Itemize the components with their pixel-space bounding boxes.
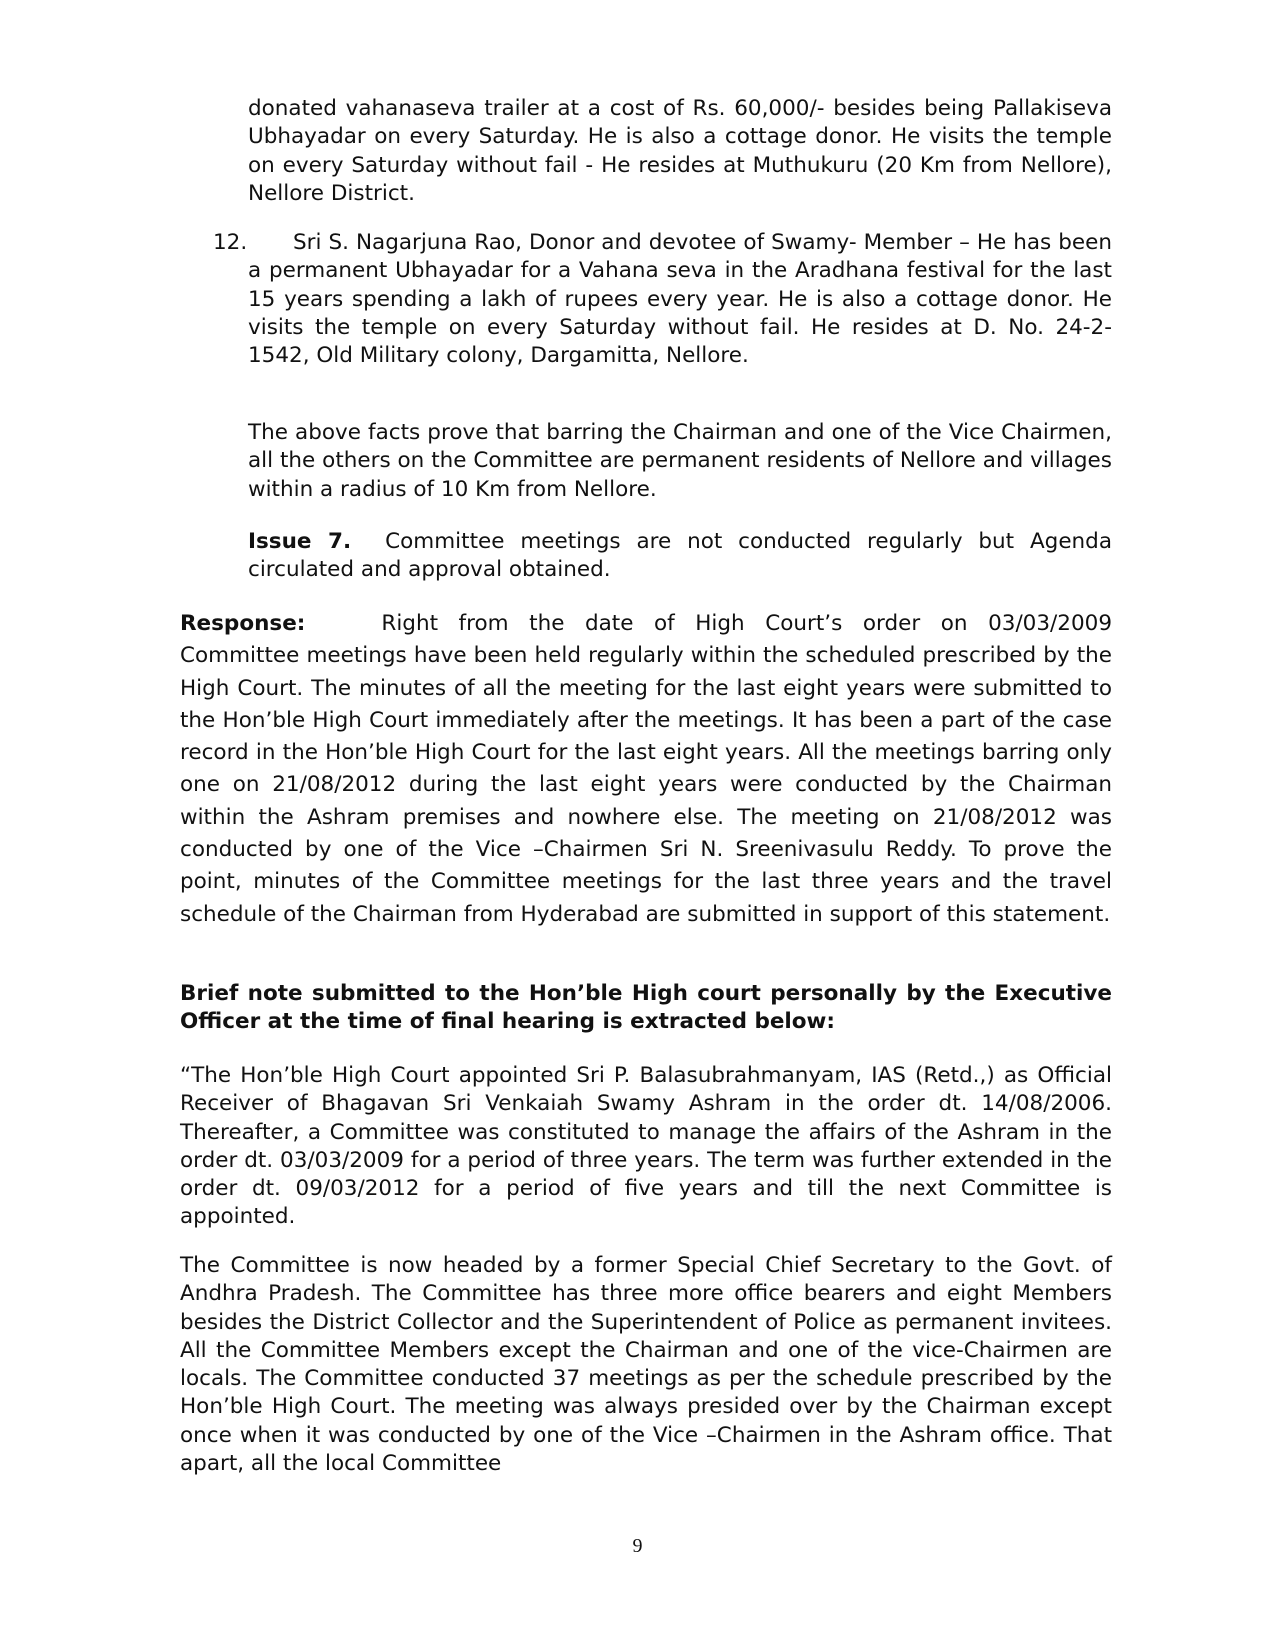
page-number: 9 xyxy=(632,1535,643,1557)
response-text: Right from the date of High Court’s order on 03/03/2009 Committee meetings have been held regularly within the scheduled prescribed by the High Court. The minutes of all the meeting for the last eight years were submitted to the Hon’ble High Court immediately after the meetings. It has been a part of the case record in the Hon’ble High Court for the last eight years. All the meetings barring only one on 21/08/2012 during the last eight years were conducted by the Chairman within the Ashram premises and nowhere else. The meeting on 21/08/2012 was conducted by one of the Vice –Chairmen Sri N. Sreenivasulu Reddy. To prove the point, minutes of the Committee meetings for the last three years and the travel schedule of the Chairman from Hyderabad are submitted in support of this statement. xyxy=(180,611,1112,927)
issue-7-label: Issue 7. xyxy=(248,529,352,554)
facts-paragraph: The above facts prove that barring the Chairman and one of the Vice Chairmen, all the others on the Committee are permanent residents of Nellore and villages within a radius of 10 Km from Nellore. xyxy=(248,420,1112,502)
issue-7-text: Committee meetings are not conducted regularly but Agenda circulated and approval obtained. xyxy=(248,529,1112,583)
item-number-12: 12. xyxy=(213,230,248,255)
response-paragraph xyxy=(180,608,1112,931)
quote-paragraph-1: “The Hon’ble High Court appointed Sri P. Balasubrahmanyam, IAS (Retd.,) as Official Receiver of Bhagavan Sri Venkaiah Swamy Ashram in the order dt. 14/08/2006. Thereafter, a Committee was constituted to manage the affairs of the Ashram in the order dt. 03/03/2009 for a period of three years. The term was further extended in the order dt. 09/03/2012 for a period of five years and till the next Committee is appointed. xyxy=(180,1063,1112,1230)
issue-7-paragraph xyxy=(248,528,1112,585)
quote-paragraph-2: The Committee is now headed by a former Special Chief Secretary to the Govt. of Andhra Pradesh. The Committee has three more office bearers and eight Members besides the District Collector and the Superintendent of Police as permanent invitees. All the Committee Members except the Chairman and one of the vice-Chairmen are locals. The Committee conducted 37 meetings as per the schedule prescribed by the Hon’ble High Court. The meeting was always presided over by the Chairman except once when it was conducted by one of the Vice –Chairmen in the Ashram office. That apart, all the local Committee xyxy=(180,1253,1112,1477)
brief-note-heading: Brief note submitted to the Hon’ble High court personally by the Executive Officer at the time of final hearing is extracted below: xyxy=(180,981,1112,1035)
item-12-text: Sri S. Nagarjuna Rao, Donor and devotee of Swamy- Member – He has been a permanent Ubhayadar for a Vahana seva in the Aradhana festival for the last 15 years spending a lakh of rupees every year. He is also a cottage donor. He visits the temple on every Saturday without fail. He resides at D. No. 24-2-1542, Old Military colony, Dargamitta, Nellore. xyxy=(248,230,1112,369)
item-12-paragraph xyxy=(248,229,1112,370)
continuation-paragraph: donated vahanaseva trailer at a cost of Rs. 60,000/- besides being Pallakiseva Ubhayadar on every Saturday. He is also a cottage donor. He visits the temple on every Saturday without fail - He resides at Muthukuru (20 Km from Nellore), Nellore District. xyxy=(248,96,1112,206)
response-label: Response: xyxy=(180,611,306,636)
